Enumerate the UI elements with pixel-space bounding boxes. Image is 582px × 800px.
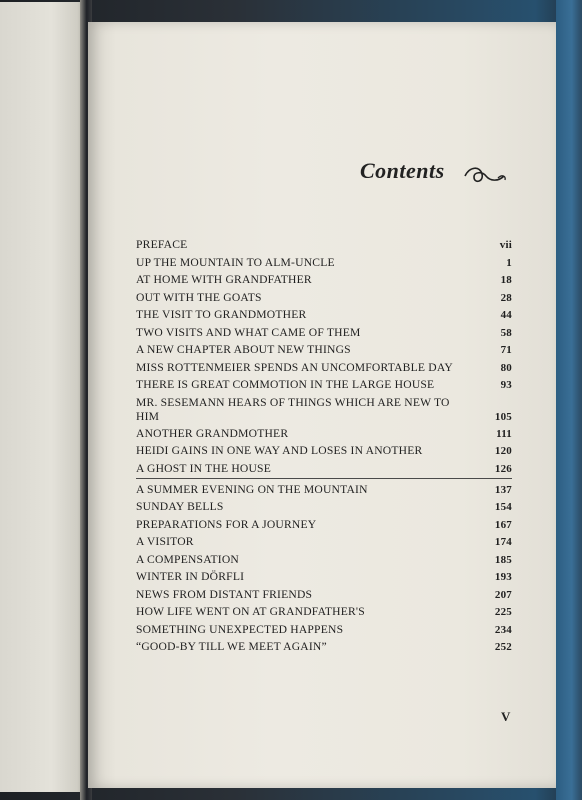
contents-entry [136, 444, 512, 462]
chapter-title: A VISITOR [136, 535, 194, 548]
page-title: Contents [360, 158, 445, 183]
contents-entry [136, 570, 512, 588]
contents-entry [136, 640, 512, 658]
chapter-page-number: 167 [494, 518, 512, 531]
contents-entry [136, 462, 512, 479]
contents-entry [136, 361, 512, 379]
contents-entry [136, 427, 512, 445]
chapter-title: A COMPENSATION [136, 552, 239, 566]
chapter-page-number: 137 [494, 483, 512, 496]
contents-entry [136, 308, 512, 326]
page-folio: V [501, 709, 511, 724]
contents-entry [136, 518, 512, 536]
chapter-title: UP THE MOUNTAIN TO ALM-UNCLE [136, 255, 335, 269]
chapter-title: THE VISIT TO GRANDMOTHER [136, 308, 307, 321]
chapter-title: SUNDAY BELLS [136, 500, 224, 513]
contents-entry [136, 326, 512, 344]
contents-entry [136, 623, 512, 641]
chapter-title: SOMETHING UNEXPECTED HAPPENS [136, 622, 344, 636]
chapter-title: PREFACE [136, 238, 188, 251]
contents-entry [136, 483, 512, 501]
chapter-title: A NEW CHAPTER ABOUT NEW THINGS [136, 343, 351, 356]
chapter-title: PREPARATIONS FOR A JOURNEY [136, 517, 317, 531]
chapter-title: MISS ROTTENMEIER SPENDS AN UNCOMFORTABLE DAY [136, 360, 453, 374]
chapter-title: WINTER IN DÖRFLI [136, 570, 245, 583]
contents-entry [136, 378, 512, 396]
chapter-page-number: 28 [500, 291, 512, 304]
chapter-page-number: 111 [496, 427, 512, 440]
chapter-page-number: 234 [494, 623, 512, 636]
chapter-title: MR. SESEMANN HEARS OF THINGS WHICH ARE NEW TO HIM [136, 395, 450, 423]
chapter-page-number: 225 [494, 606, 512, 618]
flourish-ornament-icon [462, 162, 508, 188]
contents-entry [136, 238, 512, 256]
chapter-title: A SUMMER EVENING ON THE MOUNTAIN [136, 482, 368, 496]
chapter-page-number: 120 [494, 445, 512, 457]
chapter-page-number: 154 [494, 501, 512, 513]
contents-entry [136, 535, 512, 553]
contents-entry [136, 291, 512, 309]
chapter-title: ANOTHER GRANDMOTHER [136, 426, 289, 440]
contents-entry [136, 500, 512, 518]
left-page-edge [0, 2, 86, 792]
contents-entry [136, 605, 512, 623]
chapter-page-number: 193 [494, 571, 512, 583]
chapter-page-number: 80 [500, 361, 512, 374]
contents-entry [136, 343, 512, 361]
chapter-page-number: 44 [500, 309, 512, 321]
chapter-page-number: 93 [500, 379, 512, 391]
contents-entry [136, 553, 512, 571]
chapter-page-number: 58 [500, 326, 512, 339]
chapter-title: OUT WITH THE GOATS [136, 290, 262, 304]
chapter-title: THERE IS GREAT COMMOTION IN THE LARGE HOUSE [136, 378, 435, 391]
chapter-page-number: 207 [494, 588, 512, 601]
contents-list [136, 238, 512, 658]
chapter-page-number: 252 [494, 641, 512, 653]
chapter-title: NEWS FROM DISTANT FRIENDS [136, 587, 313, 601]
contents-entry [136, 396, 512, 427]
contents-entry [136, 256, 512, 274]
chapter-title: AT HOME WITH GRANDFATHER [136, 273, 312, 286]
chapter-page-number: 71 [500, 344, 512, 356]
chapter-page-number: 105 [494, 410, 512, 423]
chapter-title: A GHOST IN THE HOUSE [136, 461, 271, 475]
chapter-page-number: 1 [506, 256, 512, 269]
chapter-page-number: vii [499, 239, 512, 251]
chapter-page-number: 126 [494, 462, 512, 475]
chapter-page-number: 185 [494, 553, 512, 566]
chapter-title: HEIDI GAINS IN ONE WAY AND LOSES IN ANOTHER [136, 444, 423, 457]
contents-entry [136, 273, 512, 291]
chapter-title: HOW LIFE WENT ON AT GRANDFATHER'S [136, 605, 365, 618]
cover-board-edge [556, 0, 582, 800]
contents-entry [136, 588, 512, 606]
chapter-page-number: 174 [494, 536, 512, 548]
chapter-title: TWO VISITS AND WHAT CAME OF THEM [136, 325, 361, 339]
chapter-title: “GOOD-BY TILL WE MEET AGAIN” [136, 640, 327, 653]
chapter-page-number: 18 [500, 274, 512, 286]
